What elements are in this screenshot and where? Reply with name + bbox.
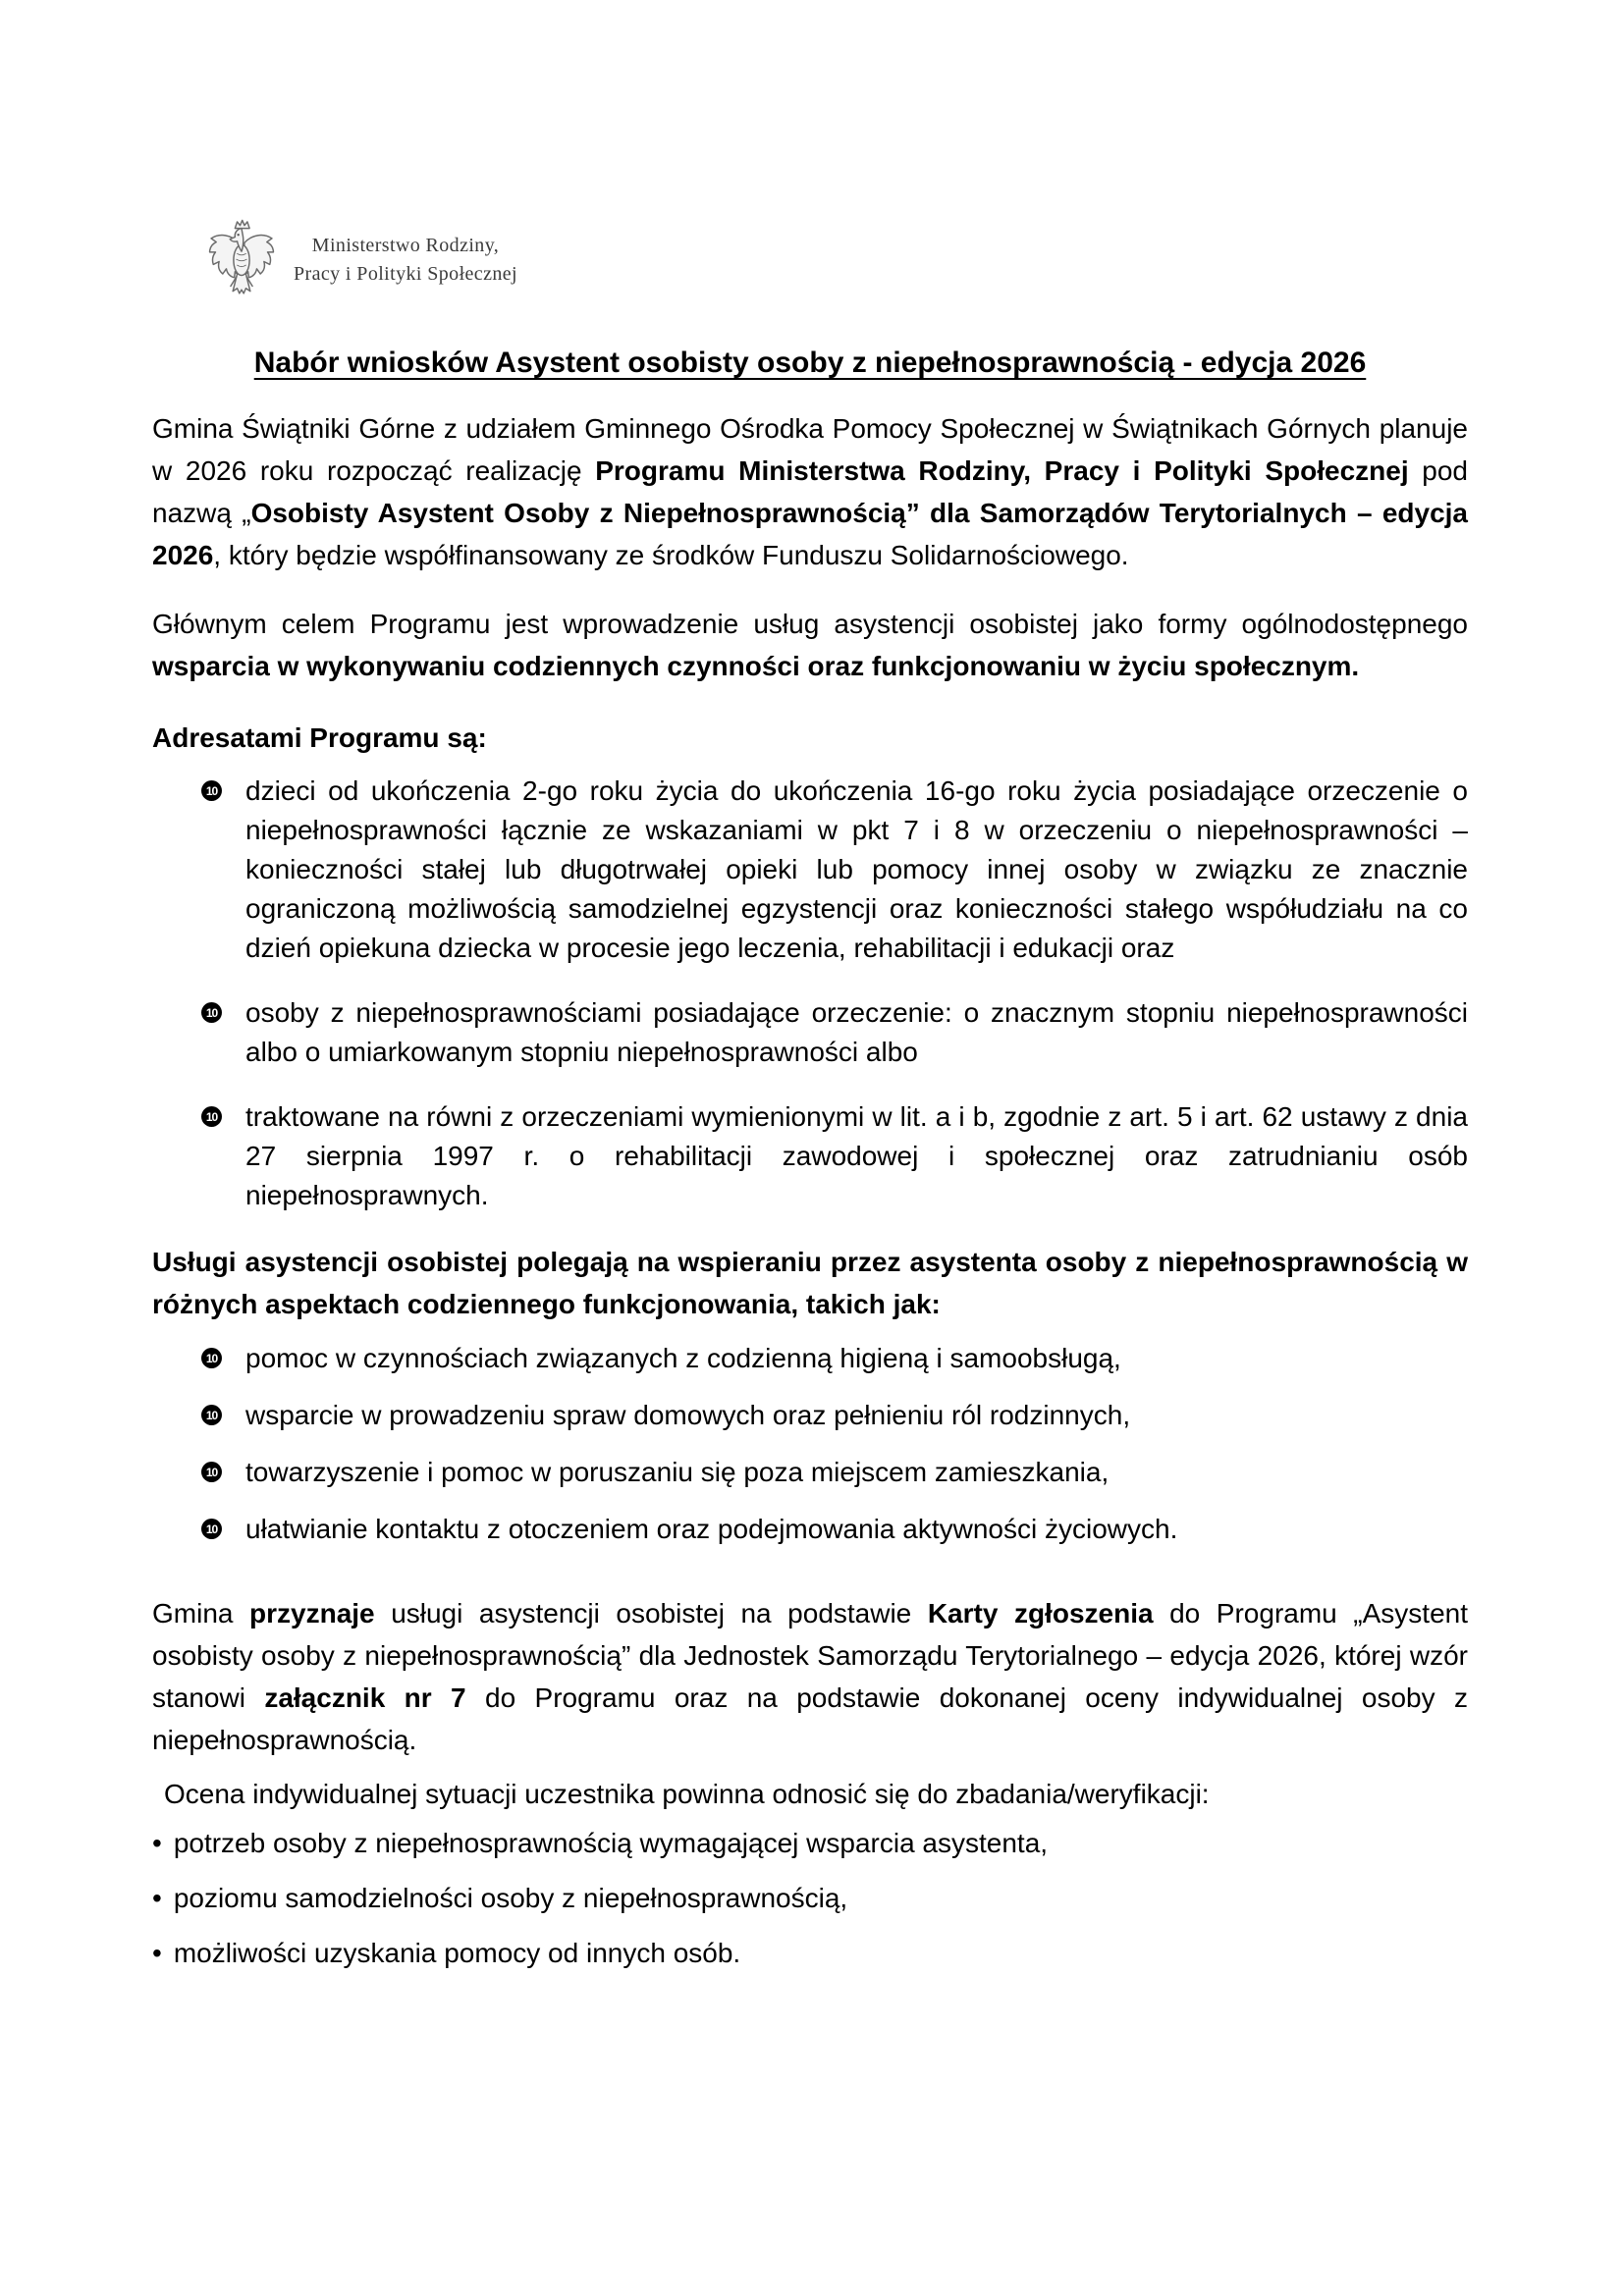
list-item [152,1510,1468,1549]
list-item [152,1339,1468,1378]
text-run: do Programu oraz na podstawie dokonanej oceny indywidualnej osoby z niepełnosprawnością. [152,1682,1468,1755]
list-item-text: dzieci od ukończenia 2-go roku życia do ukończenia 16-go roku życia posiadające orzeczenie o niepełnosprawności łącznie ze wskazaniami w pkt 7 i 8 w orzeczeniu o niepełnosprawności – konieczności stałej lub długotrwałej opieki lub pomocy innej osoby w związku ze znacznie ograniczoną możliwością samodzielnej egzystencji oraz konieczności stałego współudziału na co dzień opiekuna dziecka w procesie jego leczenia, rehabilitacji i edukacji oraz [245,775,1468,963]
list-item-text: możliwości uzyskania pomocy od innych osób. [173,1938,741,1968]
text-run: pod nazwą „ [152,455,1468,528]
heading-adresaci: Adresatami Programu są: [152,722,487,753]
list-item-text: ułatwianie kontaktu z otoczeniem oraz podejmowania aktywności życiowych. [245,1514,1178,1544]
circled-10-bullet-icon: 10 [201,1002,222,1023]
list-item-text: wsparcie w prowadzeniu spraw domowych oraz pełnieniu ról rodzinnych, [245,1400,1131,1430]
paragraph-ocena: Ocena indywidualnej sytuacji uczestnika powinna odnosić się do zbadania/weryfikacji: [164,1779,1210,1809]
ocena-criteria-list [152,1824,1468,1973]
circled-10-bullet-icon: 10 [201,1519,222,1539]
uslugi-list [152,1339,1468,1549]
text-run: Głównym celem Programu jest wprowadzenie usług asystencji osobistej jako formy ogólnodostępnego [152,609,1468,639]
text-run-bold: Osobisty Asystent Osoby z Niepełnosprawnością” dla Samorządów Terytorialnych – edycja 2026 [152,498,1468,570]
adresaci-list [152,772,1468,1215]
text-run: Gmina [152,1598,250,1629]
text-run: Gmina Świątniki Górne z udziałem Gminnego Ośrodka Pomocy Społecznej w Świątnikach Górnych planuje w 2026 roku rozpocząć realizację [152,413,1468,486]
heading-uslugi: Usługi asystencji osobistej polegają na wspieraniu przez asystenta osoby z niepełnosprawnością w różnych aspektach codziennego funkcjonowania, takich jak: [152,1247,1468,1319]
paragraph-intro [152,407,1468,576]
circled-10-bullet-icon: 10 [201,780,222,801]
circled-10-bullet-icon: 10 [201,1106,222,1127]
list-item [152,1934,1468,1973]
circled-10-bullet-icon: 10 [201,1405,222,1425]
polish-eagle-emblem-icon [205,219,278,301]
ministry-name [294,232,517,289]
dot-bullet-icon: • [152,1828,162,1858]
list-item-text: potrzeb osoby z niepełnosprawnością wymagającej wsparcia asystenta, [173,1828,1049,1858]
dot-bullet-icon: • [152,1883,162,1913]
text-run-bold: wsparcia w wykonywaniu codziennych czynności oraz funkcjonowaniu w życiu społecznym. [152,651,1360,681]
ministry-name-line2: Pracy i Polityki Społecznej [294,263,517,285]
ministry-name-line1: Ministerstwo Rodziny, [311,235,500,256]
list-item-text: towarzyszenie i pomoc w poruszaniu się poza miejscem zamieszkania, [245,1457,1110,1487]
text-run: do Programu „Asystent osobisty osoby z niepełnosprawnością” dla Jednostek Samorządu Terytorialnego – edycja 2026, której wzór stanowi [152,1598,1469,1713]
list-item-text: poziomu samodzielności osoby z niepełnosprawnością, [173,1883,848,1913]
list-item-text: osoby z niepełnosprawnościami posiadające orzeczenie: o znacznym stopniu niepełnosprawności albo o umiarkowanym stopniu niepełnosprawności albo [245,997,1468,1067]
list-item [152,1097,1468,1215]
dot-bullet-icon: • [152,1938,162,1968]
text-run-bold: Karty zgłoszenia [927,1598,1154,1629]
list-item [152,772,1468,968]
text-run-bold: Programu Ministerstwa Rodziny, Pracy i Polityki Społecznej [595,455,1409,486]
paragraph-goal [152,603,1468,687]
circled-10-bullet-icon: 10 [201,1462,222,1482]
text-run: , który będzie współfinansowany ze środków Funduszu Solidarnościowego. [213,540,1129,570]
text-run: usługi asystencji osobistej na podstawie [374,1598,928,1629]
list-item [152,1453,1468,1492]
list-item [152,1879,1468,1918]
list-item [152,1824,1468,1863]
circled-10-bullet-icon: 10 [201,1348,222,1368]
ministry-logo [205,218,1468,302]
list-item-text: pomoc w czynnościach związanych z codzienną higieną i samoobsługą, [245,1343,1121,1373]
text-run-bold: załącznik nr 7 [264,1682,466,1713]
text-run-bold: przyznaje [249,1598,375,1629]
document-title [152,345,1468,382]
document-title-text: Nabór wniosków Asystent osobisty osoby z niepełnosprawnością - edycja 2026 [253,347,1367,379]
list-item-text: traktowane na równi z orzeczeniami wymienionymi w lit. a i b, zgodnie z art. 5 i art. 62 ustawy z dnia 27 sierpnia 1997 r. o rehabilitacji zawodowej i społecznej oraz zatrudnianiu osób niepełnosprawnych. [245,1101,1468,1210]
list-item [152,1396,1468,1435]
list-item [152,993,1468,1072]
paragraph-przyznaje [152,1592,1468,1761]
